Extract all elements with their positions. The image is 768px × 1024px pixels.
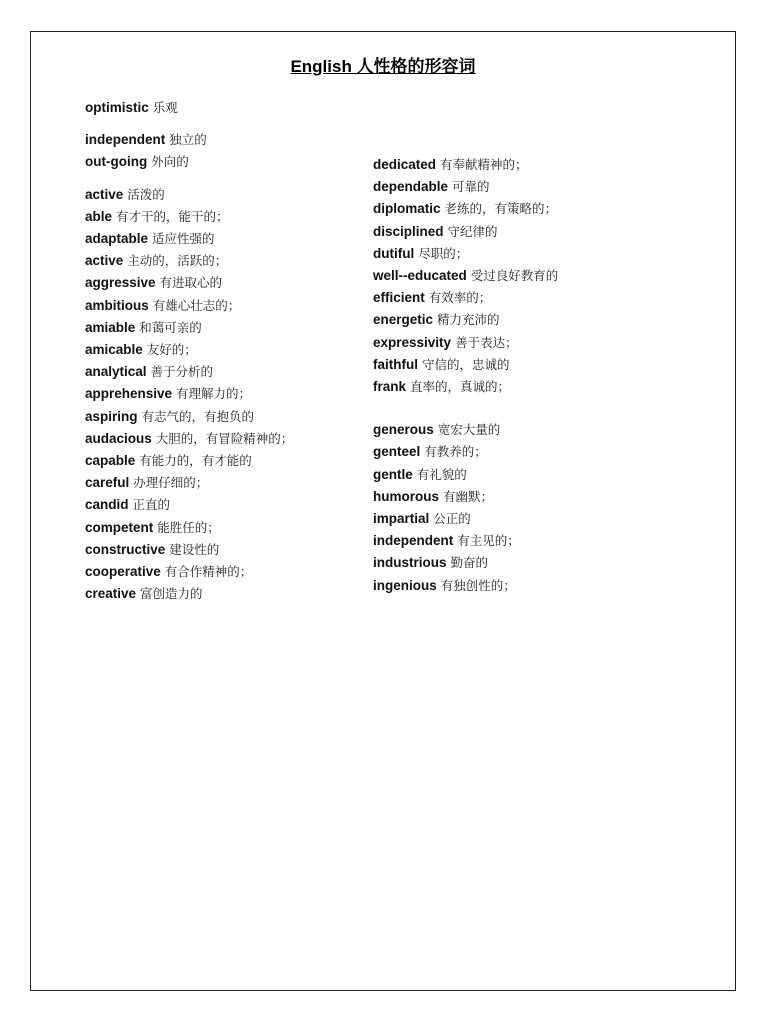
chinese-meaning: 有能力的，有才能的 bbox=[139, 453, 252, 469]
english-word: amiable bbox=[85, 319, 136, 335]
english-word: optimistic bbox=[85, 100, 149, 115]
english-word: cooperative bbox=[85, 564, 161, 580]
chinese-meaning: 守纪律的 bbox=[447, 223, 498, 239]
english-word: humorous bbox=[373, 488, 439, 504]
group-spacer bbox=[85, 174, 365, 184]
vocab-entry bbox=[85, 428, 365, 450]
vocab-entry bbox=[373, 441, 713, 463]
vocab-entry bbox=[373, 309, 713, 331]
vocab-entry bbox=[85, 517, 365, 539]
english-word: apprehensive bbox=[85, 386, 173, 402]
vocab-entry bbox=[85, 250, 365, 272]
english-word: energetic bbox=[373, 312, 434, 328]
vocab-entry bbox=[373, 376, 713, 398]
vocab-entry bbox=[373, 243, 713, 265]
chinese-meaning: 尽职的； bbox=[418, 245, 469, 261]
vocab-entry bbox=[373, 221, 713, 243]
vocab-entry bbox=[85, 184, 365, 206]
chinese-meaning: 勤奋的 bbox=[450, 555, 489, 571]
vocab-entry bbox=[85, 406, 365, 428]
english-word: independent bbox=[373, 533, 454, 549]
vocab-entry bbox=[373, 552, 713, 574]
vocab-entry bbox=[373, 530, 713, 552]
page-title: English 人性格的形容词 bbox=[290, 57, 476, 76]
chinese-meaning: 有合作精神的； bbox=[164, 564, 253, 580]
chinese-meaning: 乐观 bbox=[152, 100, 178, 115]
english-word: genteel bbox=[373, 444, 421, 460]
english-word: constructive bbox=[85, 541, 166, 557]
english-word: aggressive bbox=[85, 275, 156, 291]
right-column bbox=[373, 154, 713, 597]
english-word: audacious bbox=[85, 430, 152, 446]
vocab-entry bbox=[85, 561, 365, 583]
chinese-meaning: 大胆的，有冒险精神的； bbox=[155, 430, 294, 446]
chinese-meaning: 有理解力的； bbox=[176, 386, 252, 402]
english-word: active bbox=[85, 186, 124, 202]
english-word: well--educated bbox=[373, 268, 467, 284]
chinese-meaning: 直率的，真诚的； bbox=[410, 379, 511, 395]
chinese-meaning: 主动的，活跃的； bbox=[127, 253, 228, 269]
chinese-meaning: 有礼貌的 bbox=[416, 466, 467, 482]
vocab-entry bbox=[85, 383, 365, 405]
group-spacer bbox=[85, 119, 365, 129]
vocab-entry bbox=[373, 198, 713, 220]
chinese-meaning: 和蔼可亲的 bbox=[139, 319, 202, 335]
english-word: careful bbox=[85, 475, 130, 491]
chinese-meaning: 外向的 bbox=[151, 154, 189, 170]
vocab-entry bbox=[85, 583, 365, 605]
vocab-entry bbox=[373, 332, 713, 354]
vocab-entry bbox=[373, 154, 713, 176]
vocab-entry bbox=[85, 97, 365, 119]
chinese-meaning: 富创造力的 bbox=[140, 586, 203, 602]
english-word: impartial bbox=[373, 511, 430, 527]
english-word: frank bbox=[373, 379, 407, 395]
chinese-meaning: 有进取心的 bbox=[159, 275, 223, 291]
chinese-meaning: 独立的 bbox=[169, 132, 207, 148]
english-word: efficient bbox=[373, 290, 425, 306]
vocab-entry bbox=[373, 575, 713, 597]
english-word: dedicated bbox=[373, 157, 437, 172]
chinese-meaning: 受过良好教育的 bbox=[470, 268, 559, 284]
vocab-entry bbox=[85, 151, 365, 173]
vocab-entry bbox=[85, 272, 365, 294]
vocab-entry bbox=[85, 228, 365, 250]
vocab-entry bbox=[85, 317, 365, 339]
english-word: generous bbox=[373, 422, 434, 438]
english-word: aspiring bbox=[85, 408, 138, 424]
english-word: industrious bbox=[373, 555, 447, 571]
chinese-meaning: 宽宏大量的 bbox=[437, 422, 501, 438]
english-word: disciplined bbox=[373, 223, 444, 239]
english-word: diplomatic bbox=[373, 201, 441, 217]
english-word: dependable bbox=[373, 179, 449, 195]
chinese-meaning: 可靠的 bbox=[452, 179, 490, 195]
chinese-meaning: 有独创性的； bbox=[440, 577, 516, 593]
chinese-meaning: 有主见的； bbox=[457, 533, 520, 549]
english-word: active bbox=[85, 253, 124, 269]
chinese-meaning: 活泼的 bbox=[127, 186, 165, 202]
vocab-entry bbox=[85, 129, 365, 151]
document-page bbox=[30, 31, 736, 991]
chinese-meaning: 善于分析的 bbox=[150, 364, 214, 380]
chinese-meaning: 善于表达； bbox=[455, 334, 518, 350]
english-word: adaptable bbox=[85, 231, 149, 247]
chinese-meaning: 有志气的，有抱负的 bbox=[141, 408, 255, 424]
chinese-meaning: 办理仔细的； bbox=[133, 475, 209, 491]
vocab-entry bbox=[85, 206, 365, 228]
vocab-entry bbox=[85, 295, 365, 317]
english-word: gentle bbox=[373, 466, 413, 482]
chinese-meaning: 有才干的，能干的； bbox=[116, 208, 229, 224]
english-word: competent bbox=[85, 519, 154, 535]
english-word: creative bbox=[85, 586, 137, 602]
chinese-meaning: 正直的 bbox=[132, 497, 171, 513]
vocab-entry bbox=[373, 464, 713, 486]
chinese-meaning: 有雄心壮志的； bbox=[152, 297, 241, 313]
english-word: out-going bbox=[85, 154, 148, 170]
left-column bbox=[85, 97, 365, 605]
vocab-entry bbox=[373, 419, 713, 441]
chinese-meaning: 有效率的； bbox=[428, 290, 492, 306]
chinese-meaning: 公正的 bbox=[433, 511, 471, 527]
english-word: dutiful bbox=[373, 245, 415, 261]
vocab-entry bbox=[373, 287, 713, 309]
chinese-meaning: 能胜任的； bbox=[157, 519, 220, 535]
chinese-meaning: 有教养的； bbox=[424, 444, 487, 460]
english-word: independent bbox=[85, 132, 166, 148]
vocab-entry bbox=[373, 354, 713, 376]
vocab-entry bbox=[85, 339, 365, 361]
chinese-meaning: 友好的； bbox=[146, 342, 197, 358]
english-word: analytical bbox=[85, 364, 147, 380]
chinese-meaning: 有奉献精神的； bbox=[440, 157, 528, 172]
chinese-meaning: 守信的，忠诚的 bbox=[422, 356, 510, 372]
english-word: able bbox=[85, 208, 113, 224]
vocab-entry bbox=[373, 265, 713, 287]
chinese-meaning: 精力充沛的 bbox=[437, 312, 500, 328]
english-word: capable bbox=[85, 453, 136, 469]
vocab-entry bbox=[373, 508, 713, 530]
vocab-entry bbox=[85, 494, 365, 516]
group-spacer bbox=[373, 398, 713, 419]
chinese-meaning: 适应性强的 bbox=[152, 231, 215, 247]
vocab-entry bbox=[85, 450, 365, 472]
english-word: ingenious bbox=[373, 577, 437, 593]
english-word: amicable bbox=[85, 342, 143, 358]
vocab-entry bbox=[373, 176, 713, 198]
vocab-entry bbox=[85, 539, 365, 561]
english-word: candid bbox=[85, 497, 129, 513]
english-word: expressivity bbox=[373, 334, 452, 350]
vocab-entry bbox=[85, 472, 365, 494]
english-word: faithful bbox=[373, 356, 418, 372]
chinese-meaning: 老练的，有策略的； bbox=[444, 201, 558, 217]
english-word: ambitious bbox=[85, 297, 149, 313]
vocab-entry bbox=[373, 486, 713, 508]
chinese-meaning: 有幽默； bbox=[443, 488, 494, 504]
chinese-meaning: 建设性的 bbox=[169, 541, 220, 557]
vocab-entry bbox=[85, 361, 365, 383]
